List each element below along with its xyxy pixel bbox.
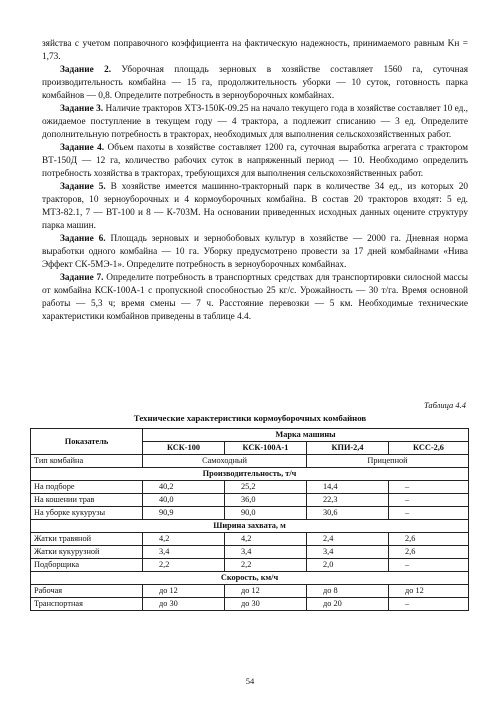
- header-model: КСС-2,6: [389, 442, 469, 455]
- task-label: Задание 2.: [60, 65, 112, 75]
- table-cell: до 20: [307, 598, 389, 611]
- table-cell: 90,0: [225, 507, 307, 520]
- table-number: Таблица 4.4: [423, 400, 466, 410]
- table-cell: 2,0: [307, 559, 389, 572]
- table-cell: –: [389, 481, 469, 494]
- section-title: Скорость, км/ч: [31, 572, 469, 585]
- header-parameter: Показатель: [31, 429, 143, 455]
- table-cell: 40,0: [143, 494, 225, 507]
- table-cell: 3,4: [307, 546, 389, 559]
- table-row: [31, 507, 469, 520]
- table-cell: 2,6: [389, 546, 469, 559]
- header-model: КПИ-2,4: [307, 442, 389, 455]
- paragraph-text: Площадь зерновых и зернобобовых культур в хозяйстве — 2000 га. Дневная норма выработки одного комбайна — 10 га. Уборку предусмотрено провести за 17 дней комбайнами «Нива Эффект СК-5МЭ-1». Определите потребность в зерноуборочных комбайнах.: [42, 234, 469, 270]
- table-cell: 25,2: [225, 481, 307, 494]
- table-cell: –: [389, 559, 469, 572]
- spec-table: [30, 428, 469, 611]
- table-cell: 2,2: [225, 559, 307, 572]
- table-cell: 4,2: [225, 533, 307, 546]
- row-label: Подборщика: [31, 559, 143, 572]
- table-cell: до 12: [389, 585, 469, 598]
- table-cell: 3,4: [225, 546, 307, 559]
- task-label: Задание 3.: [60, 104, 104, 114]
- row-label: На кошении трав: [31, 494, 143, 507]
- table-cell: 22,3: [307, 494, 389, 507]
- table-cell: до 8: [307, 585, 389, 598]
- table-row: [31, 585, 469, 598]
- table-cell: 40,2: [143, 481, 225, 494]
- task-label: Задание 4.: [60, 143, 105, 153]
- row-label: Жатки травяной: [31, 533, 143, 546]
- paragraph-text: Определите потребность в транспортных средствах для транспортировки силосной массы от комбайна КСК-100А-1 с пропускной способностью 25 кг/с. Урожайность — 30 т/га. Время основной работы — 5,3 ч; время смены — 7 ч. Расстояние перевозки — 5 км. Необходимые технические характеристики комбайнов приведены в таблице 4.4.: [42, 273, 469, 322]
- table-cell: 3,4: [143, 546, 225, 559]
- body-text: [42, 38, 468, 324]
- paragraph-text: зяйства с учетом поправочного коэффициента на фактическую надежность, принимаемого равным Kн = 1,73.: [42, 39, 468, 62]
- table-cell: –: [389, 494, 469, 507]
- table-row: [31, 455, 469, 468]
- table-cell: 4,2: [143, 533, 225, 546]
- paragraph: [42, 64, 468, 103]
- table-sections: [31, 468, 469, 611]
- table-cell: 2,4: [307, 533, 389, 546]
- table-section-row: [31, 520, 469, 533]
- table-title: Технические характеристики кормоуборочных комбайнов: [133, 413, 367, 423]
- paragraph-text: Объем пахоты в хозяйстве составляет 1200 га, суточная выработка агрегата с трактором ВТ-150Д — 12 га, количество рабочих суток в напряженный период — 10. Необходимо определить потребность хозяйства в тракторах, требующихся для выполнения сельскохозяйственных работ.: [42, 143, 468, 179]
- table-cell: до 30: [225, 598, 307, 611]
- table-row: [31, 533, 469, 546]
- paragraph-text: Уборочная площадь зерновых в хозяйстве составляет 1560 га, суточная производительность комбайна — 15 га, продолжительность уборки — 10 суток, готовность парка комбайнов — 0,8. Определите потребность в зерноуборочных комбайнах.: [42, 65, 469, 101]
- table-cell: до 12: [225, 585, 307, 598]
- table-row: [31, 559, 469, 572]
- cell-type: Прицепной: [307, 455, 469, 468]
- table-row: [31, 494, 469, 507]
- table-cell: до 30: [143, 598, 225, 611]
- row-label: Рабочая: [31, 585, 143, 598]
- task-label: Задание 5.: [60, 182, 106, 192]
- paragraph: [42, 142, 468, 181]
- paragraph: [42, 272, 468, 324]
- header-model: КСК-100А-1: [225, 442, 307, 455]
- page-number: 54: [245, 676, 255, 686]
- table-section-row: [31, 468, 469, 481]
- table-cell: –: [389, 598, 469, 611]
- table-cell: 90,9: [143, 507, 225, 520]
- table-row: [31, 481, 469, 494]
- cell-type: Самоходный: [143, 455, 307, 468]
- paragraph: [42, 233, 468, 272]
- task-label: Задание 6.: [60, 234, 106, 244]
- table-section-row: [31, 572, 469, 585]
- paragraph: [42, 38, 468, 64]
- row-label: Тип комбайна: [31, 455, 143, 468]
- table-cell: 30,6: [307, 507, 389, 520]
- table-row: [31, 546, 469, 559]
- section-title: Производительность, т/ч: [31, 468, 469, 481]
- table-cell: 14,4: [307, 481, 389, 494]
- paragraph-text: В хозяйстве имеется машинно-тракторный парк в количестве 34 ед., из которых 20 тракторов, 10 зерноуборочных и 4 кормоуборочных комбайна. В состав 20 тракторов входят: 5 ед. МТЗ-82.1, 7 — ВТ-100 и 8 — К-703М. На основании приведенных исходных данных оцените структуру парка машин.: [42, 182, 468, 231]
- table-cell: 36,0: [225, 494, 307, 507]
- table-cell: до 12: [143, 585, 225, 598]
- table-header-row: [31, 429, 469, 442]
- table-cell: 2,6: [389, 533, 469, 546]
- header-group: Марка машины: [143, 429, 469, 442]
- header-model: КСК-100: [143, 442, 225, 455]
- section-title: Ширина захвата, м: [31, 520, 469, 533]
- row-label: Жатки кукурузной: [31, 546, 143, 559]
- table-cell: –: [389, 507, 469, 520]
- paragraph: [42, 103, 468, 142]
- row-label: На подборе: [31, 481, 143, 494]
- task-label: Задание 7.: [60, 273, 104, 283]
- table-cell: 2,2: [143, 559, 225, 572]
- paragraph-text: Наличие тракторов ХТЗ-150К-09.25 на начало текущего года в хозяйстве составляет 10 ед., ожидаемое поступление в текущем году — 4 трактора, а подлежит списанию — 3 ед. Определите дополнительную потребность в тракторах, необходимых для выполнения сельскохозяйственных работ.: [42, 104, 469, 140]
- row-label: На уборке кукурузы: [31, 507, 143, 520]
- row-label: Транспортная: [31, 598, 143, 611]
- paragraph: [42, 181, 468, 233]
- table-row: [31, 598, 469, 611]
